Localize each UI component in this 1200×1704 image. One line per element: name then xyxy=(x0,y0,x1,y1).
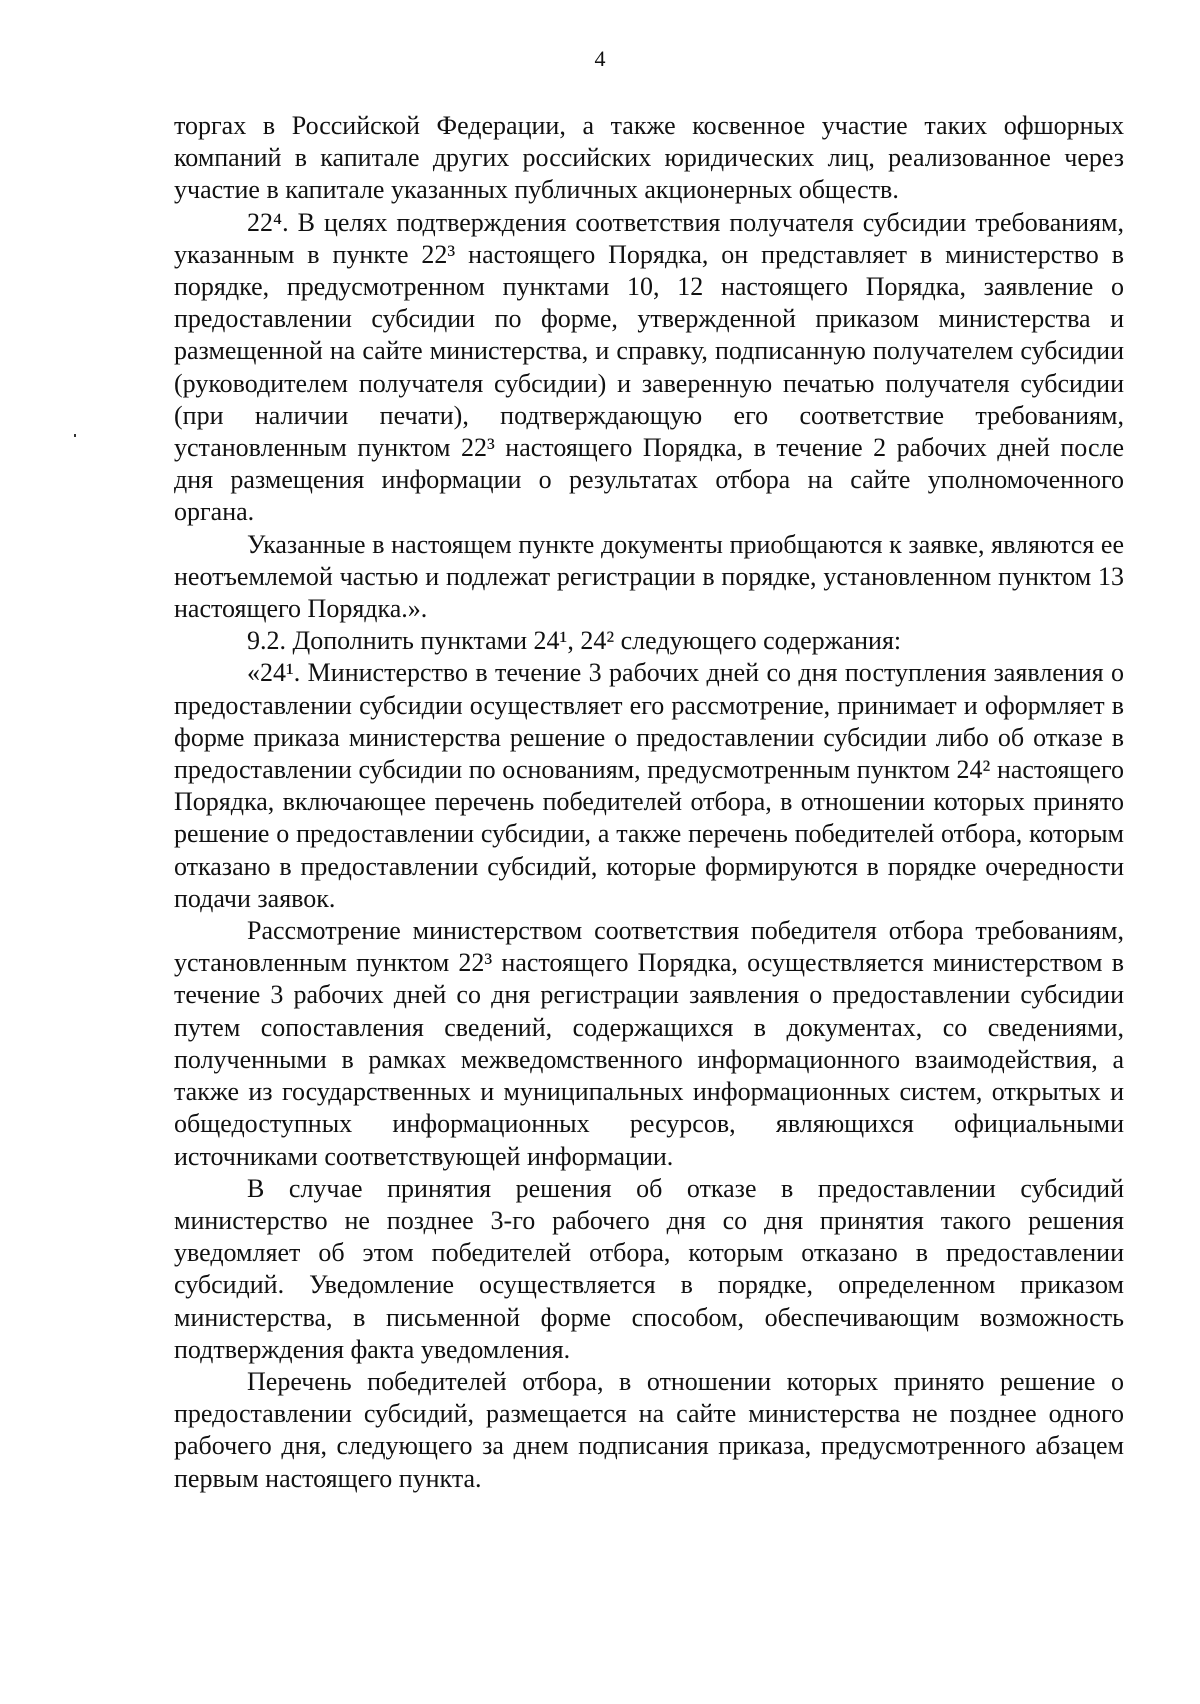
paragraph-clause-24-1: «24¹. Министерство в течение 3 рабочих дней со дня поступления заявления о предоставлении субсидии осуществляет его рассмотрение, принимает и оформляет в форме приказа министерства решение о предоставлении субсидии либо об отказе в предоставлении субсидии по основаниям, предусмотренным пунктом 24² настоящего Порядка, включающее перечень победителей отбора, в отношении которых принято решение о предоставлении субсидии, а также перечень победителей отбора, которым отказано в предоставлении субсидий, которые формируются в порядке очередности подачи заявок. xyxy=(174,658,1124,913)
document-body xyxy=(174,110,1124,1495)
paragraph-winners-list: Перечень победителей отбора, в отношении которых принято решение о предоставлении субсидий, размещается на сайте министерства не позднее одного рабочего дня, следующего за днем подписания приказа, предусмотренного абзацем первым настоящего пункта. xyxy=(174,1366,1124,1493)
paragraph-refusal-notice: В случае принятия решения об отказе в предоставлении субсидий министерство не позднее 3-го рабочего дня со дня принятия такого решения уведомляет об этом победителей отбора, которым отказано в предоставлении субсидий. Уведомление осуществляется в порядке, определенном приказом министерства, в письменной форме способом, обеспечивающим возможность подтверждения факта уведомления. xyxy=(174,1173,1124,1364)
paragraph-documents-attached: Указанные в настоящем пункте документы приобщаются к заявке, являются ее неотъемлемой частью и подлежат регистрации в порядке, установленном пунктом 13 настоящего Порядка.». xyxy=(174,529,1124,624)
margin-mark xyxy=(74,434,76,437)
page-number: 4 xyxy=(594,46,606,71)
paragraph-review-procedure: Рассмотрение министерством соответствия победителя отбора требованиям, установленным пунктом 22³ настоящего Порядка, осуществляется министерством в течение 3 рабочих дней со дня регистрации заявления о предоставлении субсидии путем сопоставления сведений, содержащихся в документах, со сведениями, полученными в рамках межведомственного информационного взаимодействия, а также из государственных и муниципальных информационных систем, открытых и общедоступных информационных ресурсов, являющихся официальными источниками соответствующей информации. xyxy=(174,916,1124,1171)
paragraph-amendment-9-2: 9.2. Дополнить пунктами 24¹, 24² следующего содержания: xyxy=(247,626,902,656)
paragraph-clause-22-4: 22⁴. В целях подтверждения соответствия получателя субсидии требованиям, указанным в пункте 22³ настоящего Порядка, он представляет в министерство в порядке, предусмотренном пунктами 10, 12 настоящего Порядка, заявление о предоставлении субсидии по форме, утвержденной приказом министерства и размещенной на сайте министерства, и справку, подписанную получателем субсидии (руководителем получателя субсидии) и заверенную печатью получателя субсидии (при наличии печати), подтверждающую его соответствие требованиям, установленным пунктом 22³ настоящего Порядка, в течение 2 рабочих дней после дня размещения информации о результатах отбора на сайте уполномоченного органа. xyxy=(174,207,1124,527)
paragraph-continuation: торгах в Российской Федерации, а также косвенное участие таких офшорных компаний в капитале других российских юридических лиц, реализованное через участие в капитале указанных публичных акционерных обществ. xyxy=(174,111,1124,205)
